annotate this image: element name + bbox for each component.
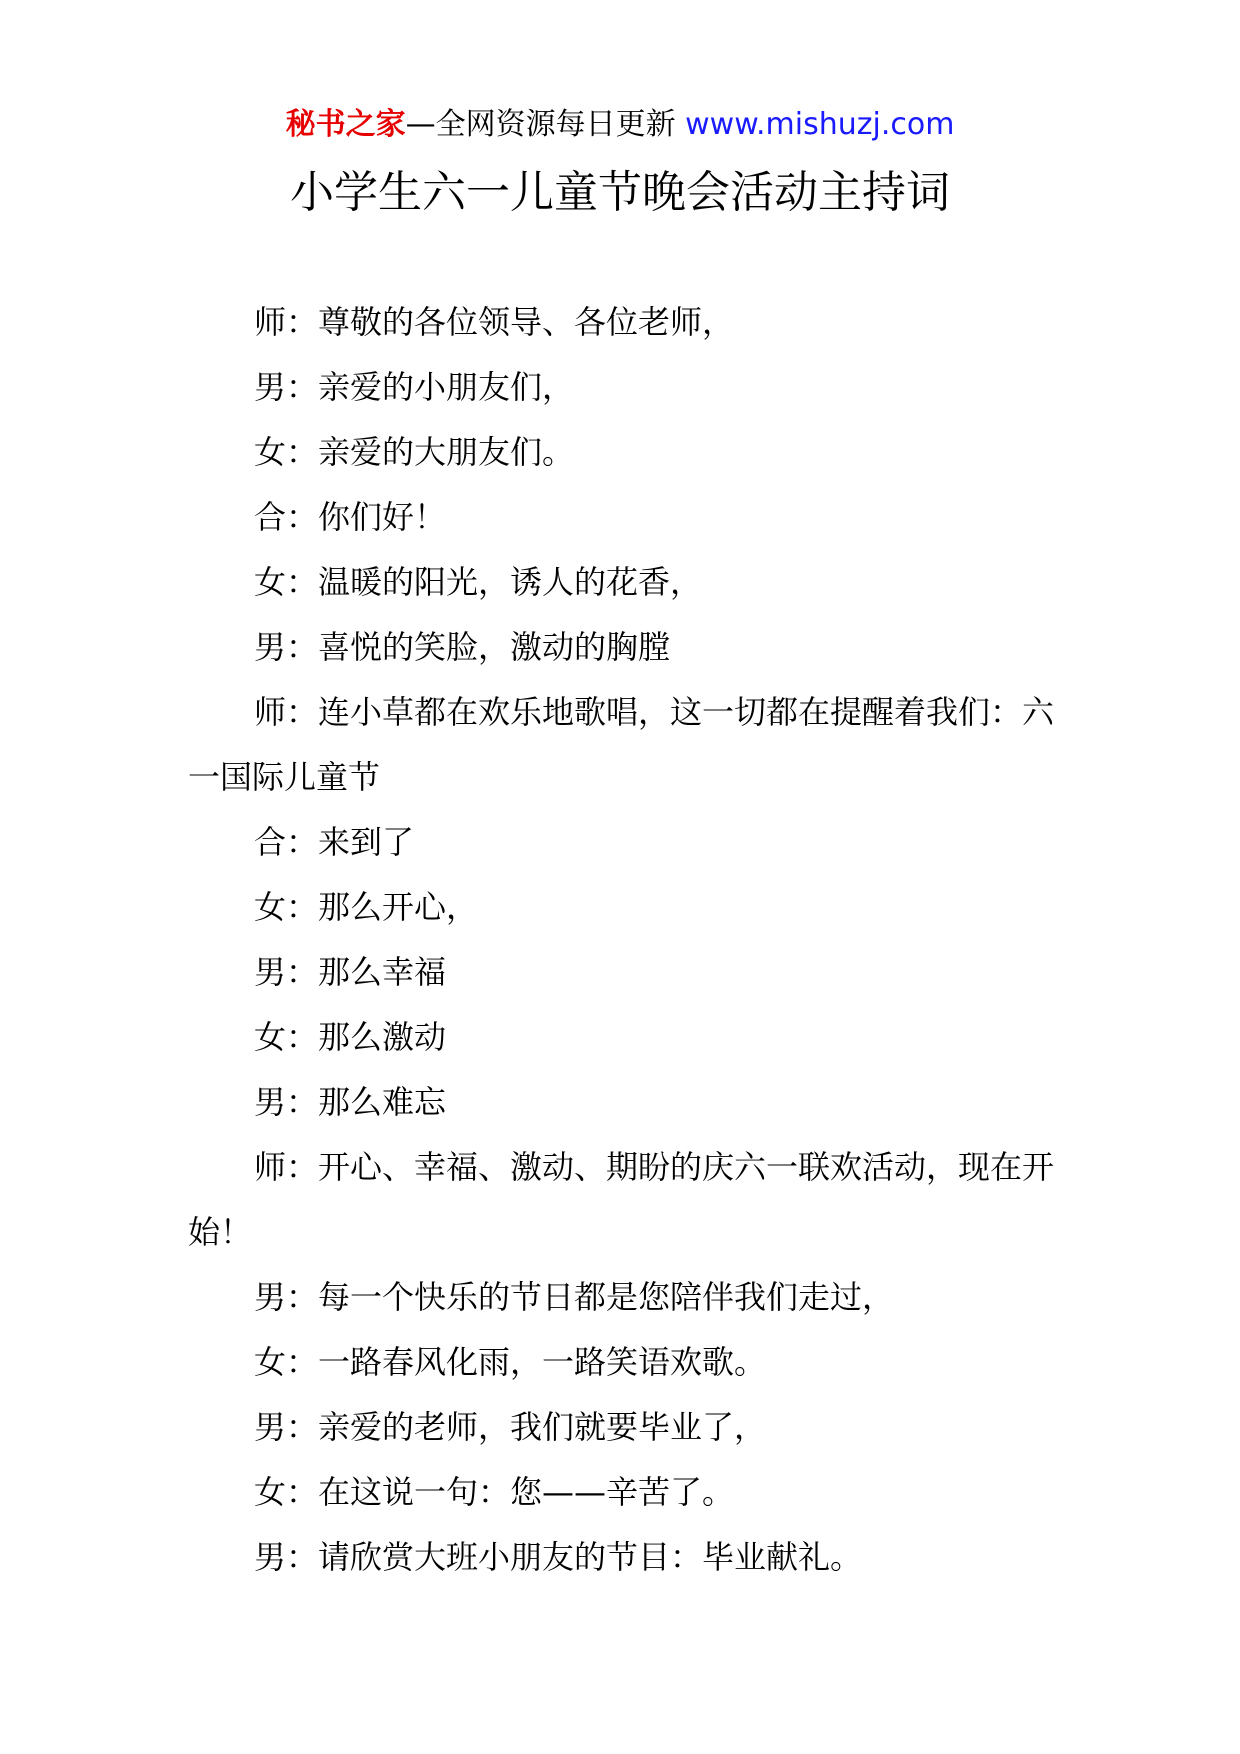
paragraph: 女：在这说一句：您——辛苦了。 [254, 1473, 735, 1511]
paragraph: 师：尊敬的各位领导、各位老师， [254, 303, 735, 341]
paragraph: 合：你们好！ [254, 498, 447, 536]
paragraph: 男：请欣赏大班小朋友的节目：毕业献礼。 [254, 1538, 863, 1576]
brand-name: 秘书之家 [285, 107, 406, 142]
document-title: 小学生六一儿童节晚会活动主持词 [290, 167, 950, 218]
site-url-link[interactable]: www.mishuzj.com [685, 107, 955, 142]
document-body [188, 290, 1068, 1590]
page-header [0, 100, 1240, 150]
header-tagline: —全网资源每日更新 [405, 107, 686, 142]
paragraph: 男：亲爱的小朋友们， [254, 368, 575, 406]
paragraph: 女：亲爱的大朋友们。 [254, 433, 575, 471]
paragraph: 合：来到了 [254, 823, 415, 861]
paragraph: 女：那么开心， [254, 888, 479, 926]
paragraph: 女：温暖的阳光，诱人的花香， [254, 563, 703, 601]
paragraph: 女：一路春风化雨，一路笑语欢歌。 [254, 1343, 767, 1381]
paragraph: 男：每一个快乐的节日都是您陪伴我们走过， [254, 1278, 895, 1316]
paragraph: 师：开心、幸福、激动、期盼的庆六一联欢活动，现在开始！ [188, 1148, 1055, 1251]
paragraph: 男：喜悦的笑脸，激动的胸膛 [254, 628, 671, 666]
paragraph: 师：连小草都在欢乐地歌唱，这一切都在提醒着我们：六一国际儿童节 [188, 693, 1055, 796]
paragraph: 男：亲爱的老师，我们就要毕业了， [254, 1408, 767, 1446]
paragraph: 男：那么难忘 [254, 1083, 447, 1121]
paragraph: 女：那么激动 [254, 1018, 447, 1056]
paragraph: 男：那么幸福 [254, 953, 447, 991]
